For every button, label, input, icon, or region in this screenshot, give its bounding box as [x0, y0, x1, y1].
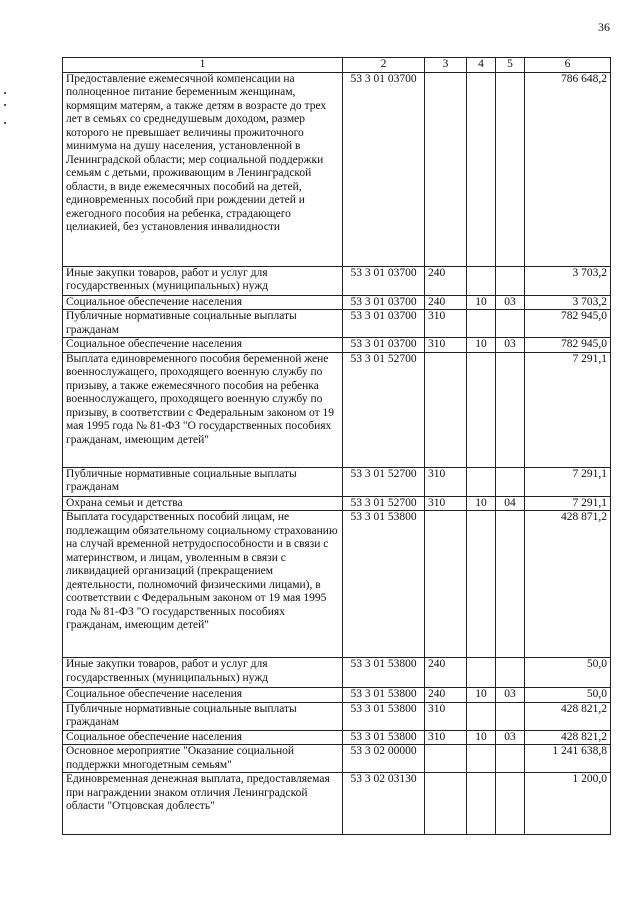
row-pr	[496, 658, 525, 688]
row-sum: 3 703,2	[525, 295, 611, 310]
row-code: 53 3 01 03700	[343, 310, 425, 338]
row-code: 53 3 01 53800	[343, 688, 425, 703]
row-vr: 240	[425, 295, 467, 310]
row-sum: 786 648,2	[525, 72, 611, 266]
row-pr	[496, 745, 525, 773]
row-rz	[467, 658, 496, 688]
row-rz: 10	[467, 496, 496, 511]
table-row	[63, 295, 611, 310]
row-name: Социальное обеспечение населения	[63, 338, 343, 353]
row-vr: 310	[425, 496, 467, 511]
row-rz	[467, 467, 496, 496]
table-row	[63, 688, 611, 703]
row-sum: 7 291,1	[525, 467, 611, 496]
table-row	[63, 658, 611, 688]
row-vr	[425, 745, 467, 773]
row-pr: 04	[496, 496, 525, 511]
row-sum: 782 945,0	[525, 338, 611, 353]
scan-mark	[4, 104, 6, 106]
row-vr	[425, 352, 467, 467]
row-code: 53 3 01 03700	[343, 295, 425, 310]
row-pr	[496, 773, 525, 835]
table-row	[63, 352, 611, 467]
row-name: Иные закупки товаров, работ и услуг для государственных (муниципальных) нужд	[63, 266, 343, 295]
row-vr: 240	[425, 688, 467, 703]
row-vr: 310	[425, 702, 467, 730]
row-pr	[496, 352, 525, 467]
row-name: Публичные нормативные социальные выплаты гражданам	[63, 702, 343, 730]
row-pr: 03	[496, 730, 525, 745]
row-sum: 7 291,1	[525, 352, 611, 467]
row-code: 53 3 02 00000	[343, 745, 425, 773]
row-code: 53 3 01 03700	[343, 72, 425, 266]
row-name: Единовременная денежная выплата, предоставляемая при награждении знаком отличия Ленинградской области "Отцовская доблесть"	[63, 773, 343, 835]
row-vr	[425, 72, 467, 266]
row-sum: 428 821,2	[525, 702, 611, 730]
header-row	[63, 58, 611, 73]
row-pr	[496, 72, 525, 266]
row-name: Иные закупки товаров, работ и услуг для государственных (муниципальных) нужд	[63, 658, 343, 688]
row-rz	[467, 352, 496, 467]
column-header: 5	[496, 58, 525, 73]
scan-mark	[4, 122, 6, 124]
budget-table	[62, 57, 611, 835]
row-vr: 240	[425, 266, 467, 295]
row-vr: 240	[425, 658, 467, 688]
scan-mark	[4, 92, 6, 94]
row-code: 53 3 01 52700	[343, 352, 425, 467]
row-sum: 50,0	[525, 658, 611, 688]
row-rz: 10	[467, 730, 496, 745]
table-row	[63, 511, 611, 658]
row-name: Публичные нормативные социальные выплаты гражданам	[63, 467, 343, 496]
column-header: 4	[467, 58, 496, 73]
row-rz: 10	[467, 295, 496, 310]
row-code: 53 3 01 52700	[343, 467, 425, 496]
row-pr	[496, 467, 525, 496]
row-rz	[467, 310, 496, 338]
row-code: 53 3 01 52700	[343, 496, 425, 511]
row-pr: 03	[496, 688, 525, 703]
row-name: Выплата государственных пособий лицам, не подлежащим обязательному социальному страхованию на случай временной нетрудоспособности и в связи с материнством, и лицам, уволенным в связи с ликвидацией организаций (прекращением деятельности, полномочий физическими лицами), в соответствии с Федеральным законом от 19 мая 1995 года № 81-ФЗ "О государственных пособиях гражданам, имеющим детей"	[63, 511, 343, 658]
row-name: Социальное обеспечение населения	[63, 688, 343, 703]
row-vr	[425, 511, 467, 658]
table-row	[63, 72, 611, 266]
table-row	[63, 310, 611, 338]
column-header: 6	[525, 58, 611, 73]
row-vr: 310	[425, 467, 467, 496]
row-vr: 310	[425, 310, 467, 338]
row-rz	[467, 773, 496, 835]
row-pr: 03	[496, 295, 525, 310]
row-sum: 1 241 638,8	[525, 745, 611, 773]
row-code: 53 3 01 03700	[343, 338, 425, 353]
row-sum: 782 945,0	[525, 310, 611, 338]
row-rz	[467, 745, 496, 773]
table-row	[63, 338, 611, 353]
row-rz: 10	[467, 688, 496, 703]
row-sum: 428 871,2	[525, 511, 611, 658]
row-rz	[467, 511, 496, 658]
table-row	[63, 702, 611, 730]
row-pr	[496, 266, 525, 295]
row-name: Предоставление ежемесячной компенсации на полноценное питание беременным женщинам, кормящим матерям, а также детям в возрасте до трех лет в семьях со среднедушевым доходом, размер которого не превышает величины прожиточного минимума на душу населения, установленной в Ленинградской области; мер социальной поддержки семьям с детьми, проживающим в Ленинградской области, в виде ежемесячных пособий на детей, единовременных пособий при рождении детей и ежегодного пособия на ребенка, страдающего целиакией, без установления инвалидности	[63, 72, 343, 266]
row-vr: 310	[425, 730, 467, 745]
row-name: Социальное обеспечение населения	[63, 730, 343, 745]
table-row	[63, 266, 611, 295]
row-pr	[496, 702, 525, 730]
row-code: 53 3 01 53800	[343, 702, 425, 730]
row-code: 53 3 02 03130	[343, 773, 425, 835]
row-code: 53 3 01 53800	[343, 730, 425, 745]
row-sum: 1 200,0	[525, 773, 611, 835]
row-code: 53 3 01 53800	[343, 658, 425, 688]
row-rz	[467, 266, 496, 295]
row-pr: 03	[496, 338, 525, 353]
row-name: Выплата единовременного пособия беременной жене военнослужащего, проходящего военную службу по призыву, а также ежемесячного пособия на ребенка военнослужащего, проходящего военную службу по призыву, в соответствии с Федеральным законом от 19 мая 1995 года № 81-ФЗ "О государственных пособиях гражданам, имеющим детей"	[63, 352, 343, 467]
row-name: Социальное обеспечение населения	[63, 295, 343, 310]
row-sum: 3 703,2	[525, 266, 611, 295]
row-pr	[496, 310, 525, 338]
page-number: 36	[598, 20, 610, 34]
table-row	[63, 496, 611, 511]
row-rz: 10	[467, 338, 496, 353]
row-name: Основное мероприятие "Оказание социальной поддержки многодетным семьям"	[63, 745, 343, 773]
table-row	[63, 773, 611, 835]
row-sum: 7 291,1	[525, 496, 611, 511]
row-code: 53 3 01 03700	[343, 266, 425, 295]
row-vr	[425, 773, 467, 835]
table-row	[63, 745, 611, 773]
row-name: Охрана семьи и детства	[63, 496, 343, 511]
table-row	[63, 730, 611, 745]
column-header: 2	[343, 58, 425, 73]
column-header: 3	[425, 58, 467, 73]
row-name: Публичные нормативные социальные выплаты гражданам	[63, 310, 343, 338]
row-vr: 310	[425, 338, 467, 353]
row-pr	[496, 511, 525, 658]
row-sum: 50,0	[525, 688, 611, 703]
row-rz	[467, 702, 496, 730]
row-code: 53 3 01 53800	[343, 511, 425, 658]
column-header: 1	[63, 58, 343, 73]
row-rz	[467, 72, 496, 266]
table-row	[63, 467, 611, 496]
row-sum: 428 821,2	[525, 730, 611, 745]
